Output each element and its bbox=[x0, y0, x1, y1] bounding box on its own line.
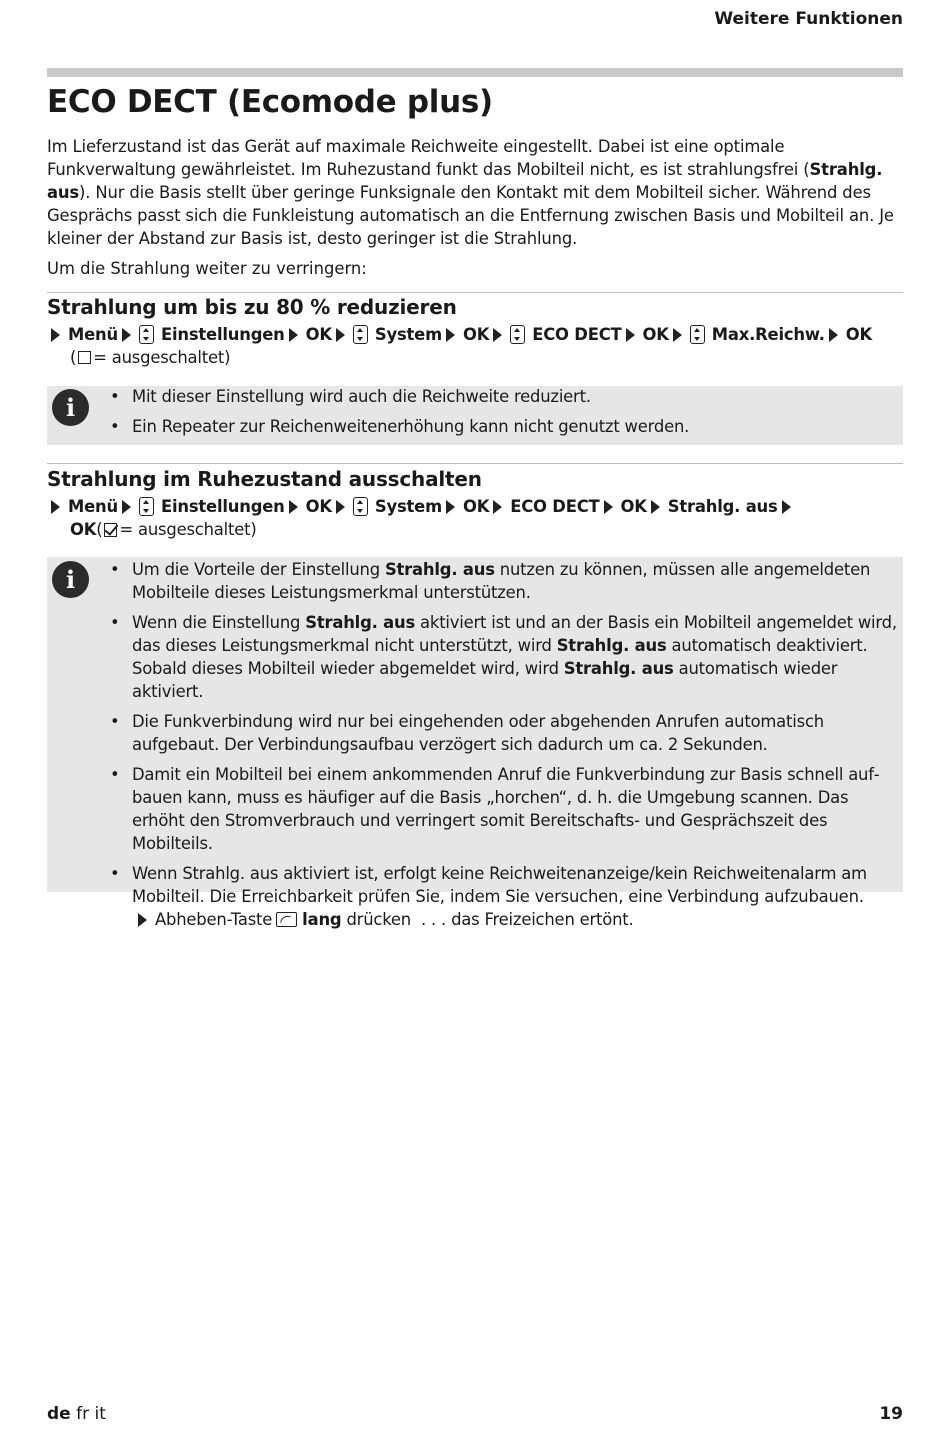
arrow-icon bbox=[604, 500, 613, 514]
intro-paragraph-2: Um die Strahlung weiter zu verringern: bbox=[47, 259, 367, 278]
note-text: nutzen zu können, müssen alle angemeldeten Mobilteile dieses Leistungsmerkmal unterstützen. bbox=[132, 560, 871, 602]
note-text: drücken . . . das Freizeichen ertönt. bbox=[341, 910, 634, 929]
step-label: OK bbox=[642, 325, 669, 344]
note-item bbox=[109, 862, 899, 931]
lang-current: de bbox=[47, 1404, 71, 1424]
note-text: aktiviert ist und an der Basis ein Mobilteil angemeldet wird, das dieses Leistungsmerkmal nicht unterstützt, wird bbox=[132, 613, 897, 655]
arrow-icon bbox=[673, 328, 682, 342]
info-icon: i bbox=[52, 561, 89, 598]
note-sub-step bbox=[132, 908, 899, 931]
arrow-icon bbox=[51, 328, 60, 342]
arrow-icon bbox=[336, 500, 345, 514]
running-header: Weitere Funktionen bbox=[714, 9, 903, 29]
arrow-icon bbox=[446, 328, 455, 342]
info-note-2 bbox=[47, 557, 903, 929]
nav-key-icon bbox=[353, 497, 368, 516]
intro-text-a: Im Lieferzustand ist das Gerät auf maximale Reichweite eingestellt. Dabei ist eine optimale Funkverwaltung gewährleistet. Im Ruhezustand funkt das Mobilteil nicht, es ist strahlungsfrei ( bbox=[47, 137, 810, 179]
nav-key-icon bbox=[139, 497, 154, 516]
note-item: • Die Funkverbindung wird nur bei eingehenden oder abgehenden Anrufen automatisch aufgebaut. Der Verbindungsaufbau verzögert sich dadurch um ca. 2 Sekunden. bbox=[109, 710, 899, 756]
step-label: OK bbox=[845, 325, 873, 344]
arrow-icon bbox=[289, 500, 298, 514]
page-title: ECO DECT (Ecomode plus) bbox=[47, 84, 493, 120]
nav-key-icon bbox=[353, 325, 368, 344]
note-bold: Strahlg. aus bbox=[556, 636, 667, 655]
section-divider bbox=[47, 292, 903, 293]
arrow-icon bbox=[493, 500, 502, 514]
step-label: OK bbox=[70, 520, 97, 539]
note-bold: Strahlg. aus bbox=[563, 659, 674, 678]
note-bold: lang bbox=[302, 910, 342, 929]
hint-open: ( bbox=[70, 348, 77, 367]
step-label: OK bbox=[305, 497, 332, 516]
section-divider bbox=[47, 463, 903, 464]
note-text: automatisch deaktiviert. Sobald dieses Mobilteil wieder abgemeldet wird, wird bbox=[132, 636, 868, 678]
hint-text: = ausgeschaltet) bbox=[93, 348, 231, 367]
nav-key-icon bbox=[690, 325, 705, 344]
intro-paragraph bbox=[47, 135, 903, 250]
section2-menu-path bbox=[47, 495, 903, 541]
note-text: Wenn die Einstellung bbox=[132, 613, 306, 632]
arrow-icon bbox=[446, 500, 455, 514]
nav-key-icon bbox=[510, 325, 525, 344]
step-label: OK bbox=[462, 325, 490, 344]
note-item: • Mit dieser Einstellung wird auch die Reichweite reduziert. bbox=[109, 385, 899, 408]
step-label: ECO DECT bbox=[532, 325, 622, 344]
step-label: OK bbox=[462, 497, 490, 516]
step-label: Strahlg. aus bbox=[667, 497, 778, 516]
note-item: • Damit ein Mobilteil bei einem ankommenden Anruf die Funkverbindung zur Basis schnell aufbauen kann, muss es häufiger auf die Basis „horchen“, d. h. die Umgebung scannen. Das erhöht den Stromverbrauch und verringert somit Bereitschafts- und Gesprächszeit des Mobilteils. bbox=[109, 763, 899, 855]
arrow-icon bbox=[51, 500, 60, 514]
step-label: OK bbox=[620, 497, 647, 516]
step-label: Einstellungen bbox=[160, 497, 285, 516]
note-item: • Ein Repeater zur Reichenweitenerhöhung kann nicht genutzt werden. bbox=[109, 415, 899, 438]
nav-key-icon bbox=[139, 325, 154, 344]
lang-others: fr it bbox=[70, 1404, 106, 1424]
section1-heading: Strahlung um bis zu 80 % reduzieren bbox=[47, 295, 457, 319]
hint-text: = ausgeschaltet) bbox=[119, 520, 257, 539]
step-label: Menü bbox=[68, 325, 118, 344]
section1-menu-path bbox=[47, 323, 903, 369]
intro-text-b: ). Nur die Basis stellt über geringe Funksignale den Kontakt mit dem Mobilteil sicher. Während des Gesprächs passt sich die Funkleistung automatisch an die Entfernung zwischen Basis und Mobilteil an. Je kleiner der Abstand zur Basis ist, desto geringer ist die Strahlung. bbox=[47, 183, 894, 248]
arrow-icon bbox=[122, 500, 131, 514]
note-text: automatisch wieder aktiviert. bbox=[132, 659, 838, 701]
empty-checkbox-icon bbox=[78, 351, 91, 364]
info-note-1 bbox=[47, 386, 903, 445]
intro-bold: Strahlg. aus bbox=[47, 160, 883, 202]
hint-open: ( bbox=[96, 520, 103, 539]
arrow-icon bbox=[336, 328, 345, 342]
title-bar-rule bbox=[47, 68, 903, 77]
note-bold: Strahlg. aus bbox=[305, 613, 416, 632]
note-list bbox=[109, 385, 899, 445]
note-item bbox=[109, 611, 899, 703]
checkbox-icon bbox=[104, 523, 117, 537]
arrow-icon bbox=[829, 328, 838, 342]
step-label: Max.Reichw. bbox=[711, 325, 825, 344]
step-label: Menü bbox=[68, 497, 118, 516]
note-bold: Strahlg. aus bbox=[384, 560, 495, 579]
note-list bbox=[109, 558, 899, 938]
language-indicator bbox=[47, 1404, 106, 1424]
arrow-icon bbox=[138, 913, 147, 927]
info-icon: i bbox=[52, 389, 89, 426]
arrow-icon bbox=[782, 500, 791, 514]
step-label: OK bbox=[305, 325, 332, 344]
page-number: 19 bbox=[879, 1404, 903, 1424]
step-label: ECO DECT bbox=[510, 497, 600, 516]
arrow-icon bbox=[289, 328, 298, 342]
note-text: Wenn Strahlg. aus aktiviert ist, erfolgt keine Reichweitenanzeige/kein Reichweitenalarm am Mobilteil. Die Erreichbarkeit prüfen Sie, indem Sie versuchen, eine Verbindung aufzubauen. bbox=[132, 864, 867, 906]
step-label: System bbox=[374, 325, 442, 344]
note-text: Um die Vorteile der Einstellung bbox=[132, 560, 385, 579]
note-item bbox=[109, 558, 899, 604]
off-hook-icon bbox=[276, 912, 297, 927]
step-label: Einstellungen bbox=[160, 325, 285, 344]
arrow-icon bbox=[651, 500, 660, 514]
arrow-icon bbox=[626, 328, 635, 342]
section2-heading: Strahlung im Ruhezustand ausschalten bbox=[47, 467, 482, 491]
arrow-icon bbox=[122, 328, 131, 342]
arrow-icon bbox=[493, 328, 502, 342]
step-label: System bbox=[374, 497, 442, 516]
note-text: Abheben-Taste bbox=[155, 910, 273, 929]
